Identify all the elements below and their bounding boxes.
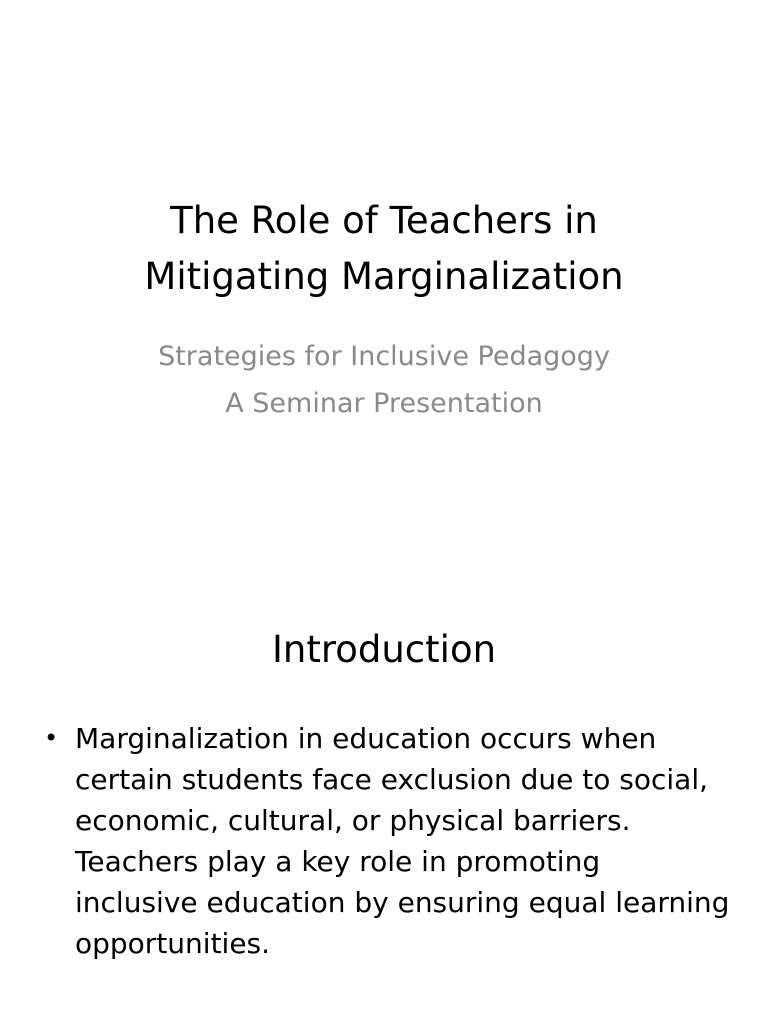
bullet-item: [40, 718, 730, 964]
slide-heading: Introduction: [271, 628, 497, 671]
presentation-title: [0, 193, 768, 305]
introduction-slide: [0, 576, 768, 1024]
title-line-1: The Role of Teachers in: [170, 199, 598, 242]
bullet-list: [40, 718, 730, 964]
subtitle-line-1: Strategies for Inclusive Pedagogy: [158, 341, 610, 372]
presentation-subtitle: [0, 333, 768, 427]
bullet-text: Marginalization in education occurs when certain students face exclusion due to social, economic, cultural, or physical barriers. Teachers play a key role in promoting inclusive education by ensuring equal learning opportunities.: [75, 722, 730, 960]
bullet-icon: •: [44, 724, 59, 752]
subtitle-line-2: A Seminar Presentation: [225, 388, 543, 419]
title-line-2: Mitigating Marginalization: [144, 255, 624, 298]
